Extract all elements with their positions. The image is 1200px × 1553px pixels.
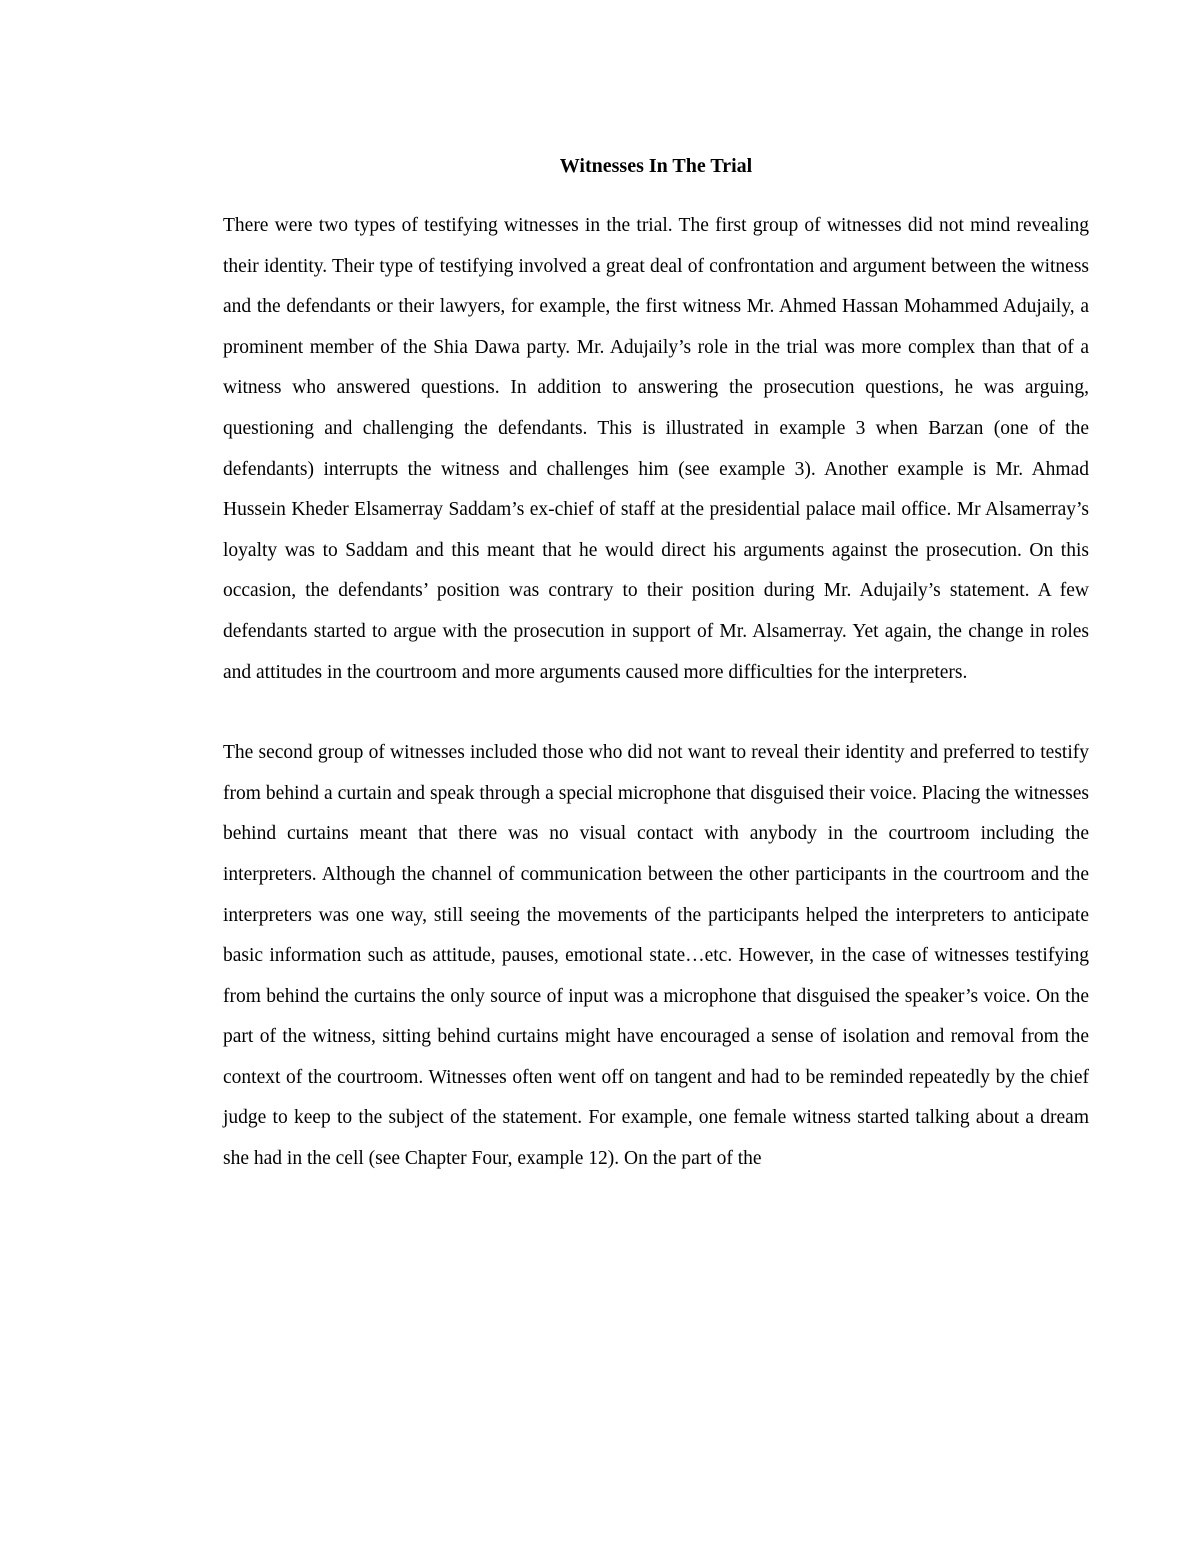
document-title: Witnesses In The Trial (559, 155, 753, 177)
paragraph-second-group-witnesses: The second group of witnesses included those who did not want to reveal their identity and preferred to testify from behind a curtain and speak through a special microphone that disguised their voice. Placing the witnesses behind curtains meant that there was no visual contact with anybody in the courtroom including the interpreters. Although the channel of communication between the other participants in the courtroom and the interpreters was one way, still seeing the movements of the participants helped the interpreters to anticipate basic information such as attitude, pauses, emotional state…etc. However, in the case of witnesses testifying from behind the curtains the only source of input was a microphone that disguised the speaker’s voice. On the part of the witness, sitting behind curtains might have encouraged a sense of isolation and removal from the context of the courtroom. Witnesses often went off on tangent and had to be reminded repeatedly by the chief judge to keep to the subject of the statement. For example, one female witness started talking about a dream she had in the cell (see Chapter Four, example 12). On the part of the (223, 742, 1089, 1170)
paragraph-first-group-witnesses: There were two types of testifying witnesses in the trial. The first group of witnesses did not mind revealing their identity. Their type of testifying involved a great deal of confrontation and argument between the witness and the defendants or their lawyers, for example, the first witness Mr. Ahmed Hassan Mohammed Adujaily, a prominent member of the Shia Dawa party. Mr. Adujaily’s role in the trial was more complex than that of a witness who answered questions. In addition to answering the prosecution questions, he was arguing, questioning and challenging the defendants. This is illustrated in example 3 when Barzan (one of the defendants) interrupts the witness and challenges him (see example 3). Another example is Mr. Ahmad Hussein Kheder Elsamerray Saddam’s ex-chief of staff at the presidential palace mail office. Mr Alsamerray’s loyalty was to Saddam and this meant that he would direct his arguments against the prosecution. On this occasion, the defendants’ position was contrary to their position during Mr. Adujaily’s statement. A few defendants started to argue with the prosecution in support of Mr. Alsamerray. Yet again, the change in roles and attitudes in the courtroom and more arguments caused more difficulties for the interpreters. (223, 215, 1089, 683)
page-content (223, 152, 1089, 1180)
